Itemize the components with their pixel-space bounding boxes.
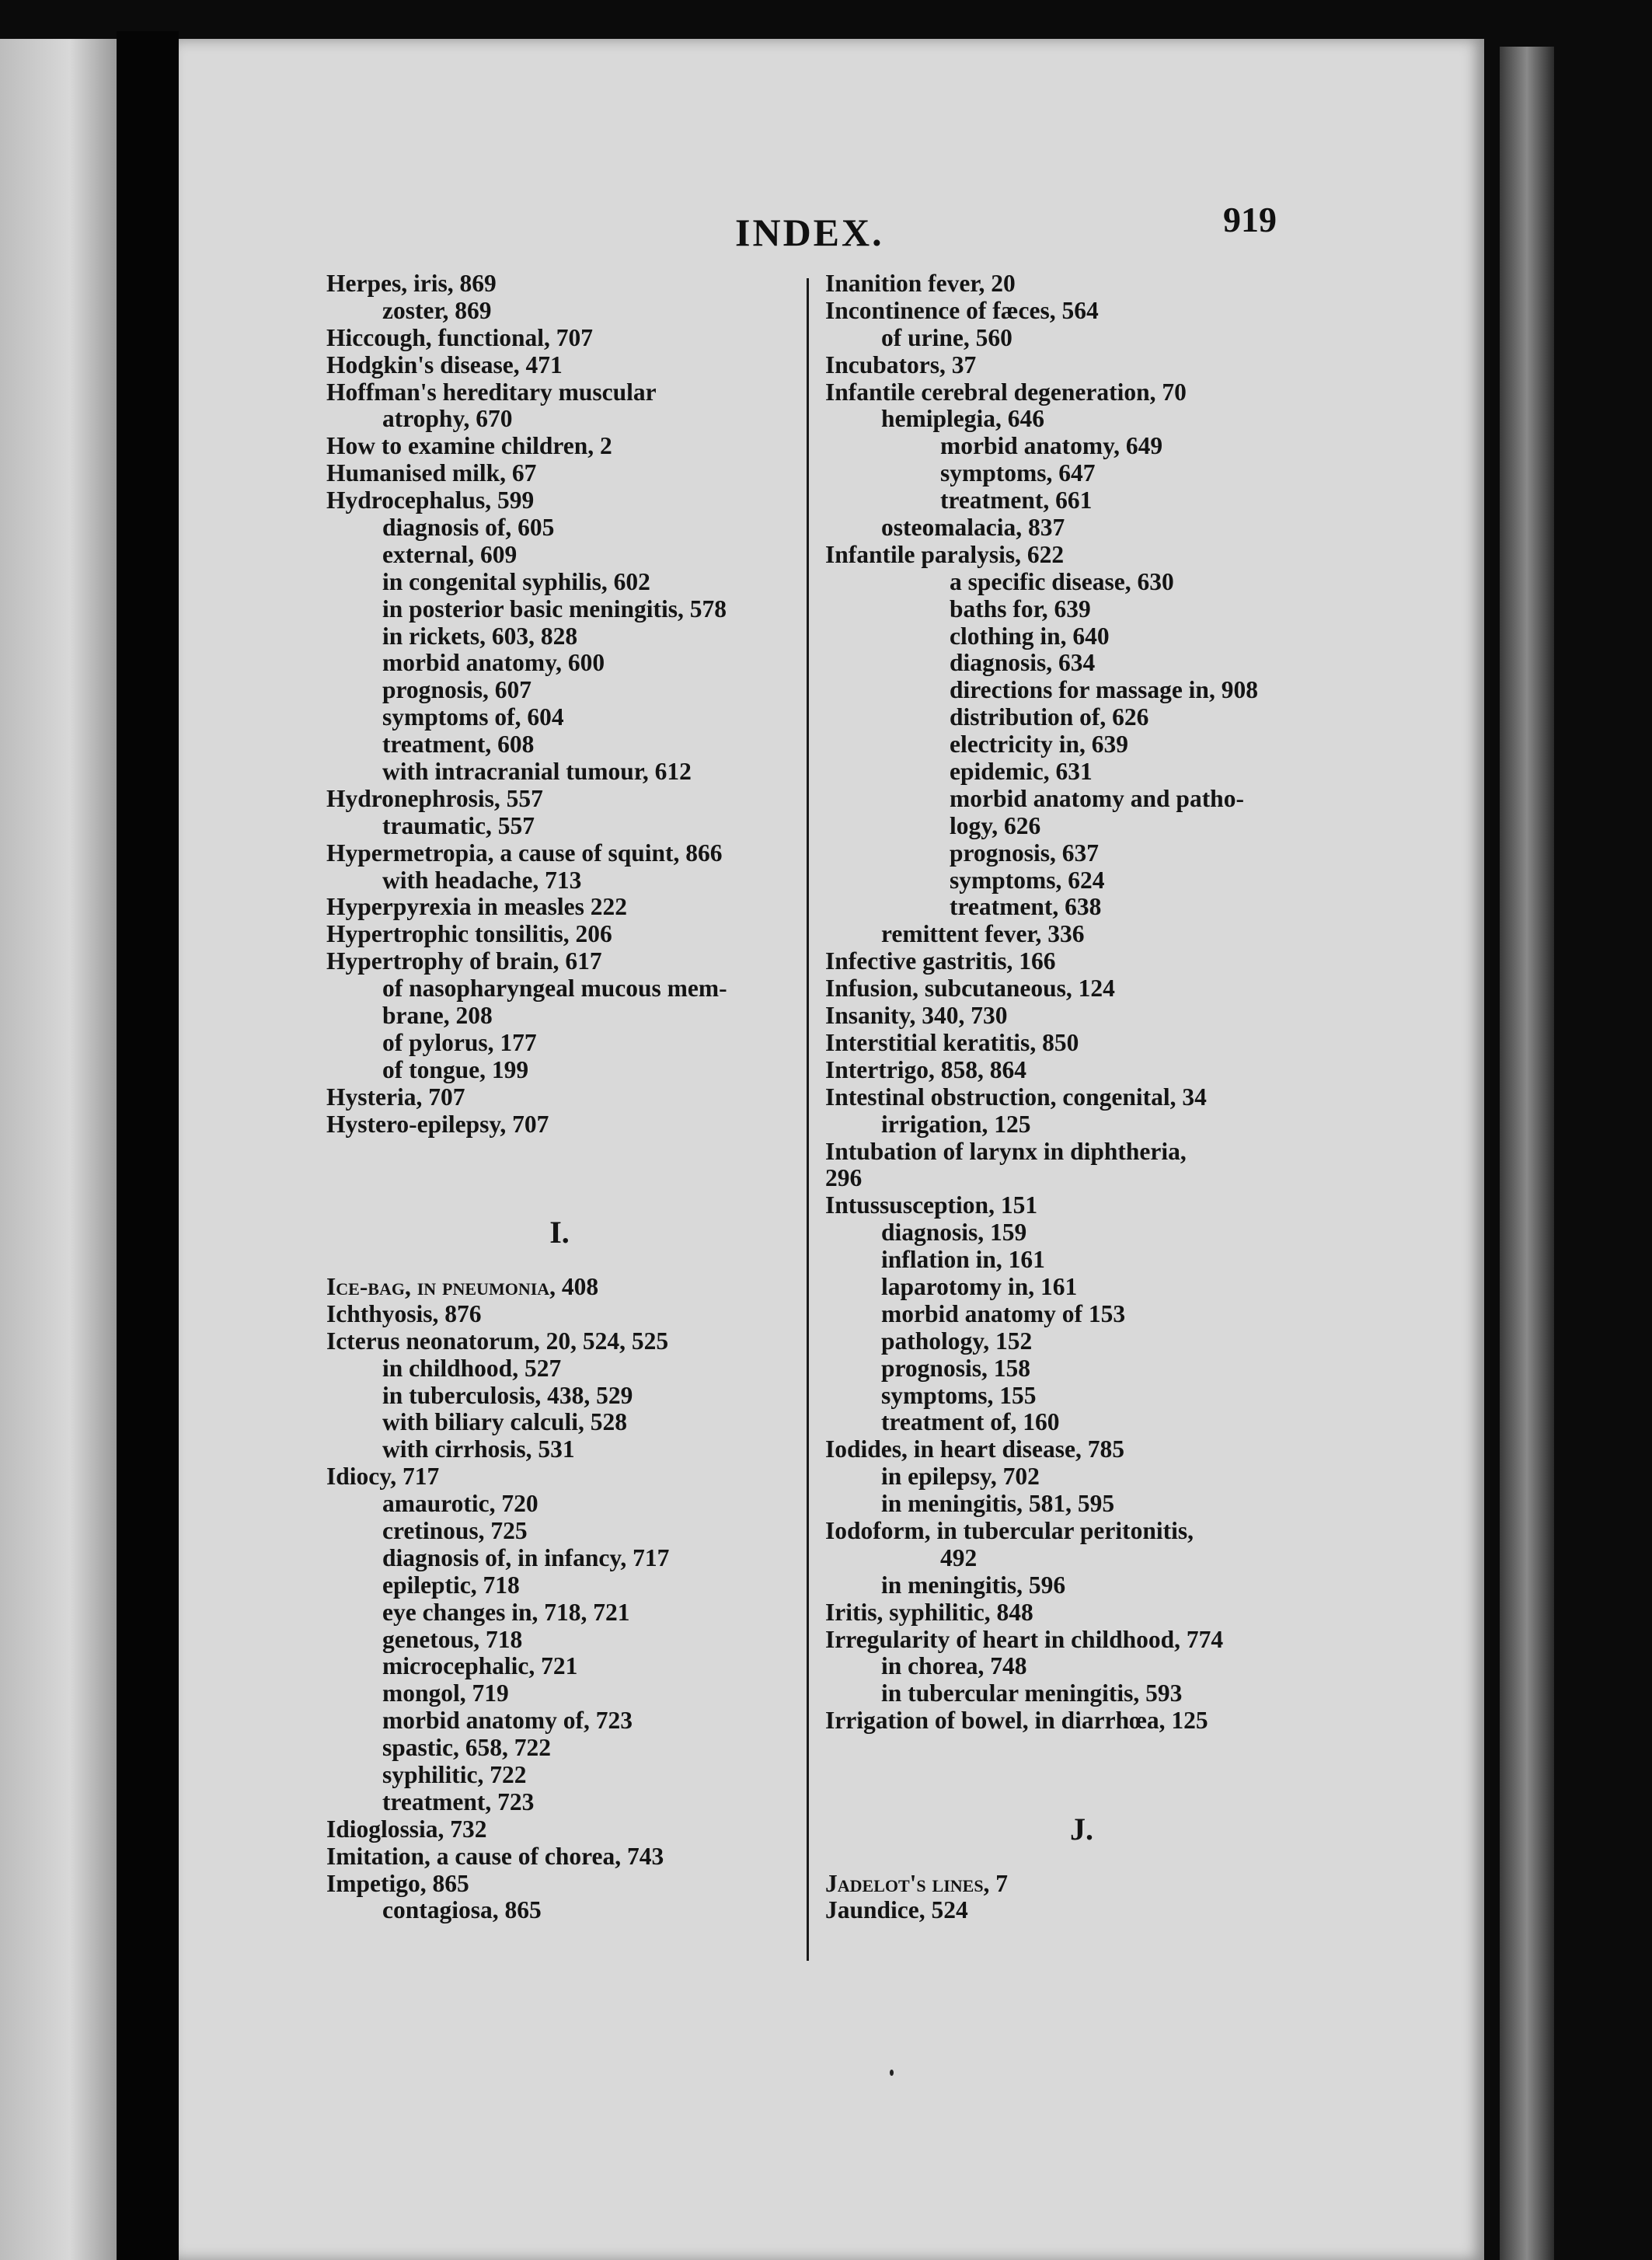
facing-page-edge [0, 39, 117, 2260]
index-subentry: of nasopharyngeal mucous mem- [382, 975, 727, 1003]
index-subentry: external, 609 [382, 540, 518, 568]
book-gutter [117, 31, 179, 2260]
index-column-right [825, 270, 1338, 1924]
index-subentry: brane, 208 [382, 1002, 493, 1030]
index-subentry: symptoms of, 604 [382, 703, 564, 731]
index-subentry: of tongue, 199 [382, 1055, 529, 1083]
index-subentry: cretinous, 725 [382, 1516, 528, 1544]
index-subentry: 492 [940, 1543, 978, 1571]
index-subentry: prognosis, 637 [950, 839, 1099, 867]
index-entry: Irregularity of heart in childhood, 774 [825, 1625, 1224, 1653]
index-entry: Iodoform, in tubercular peritonitis, [825, 1516, 1194, 1544]
index-subentry: in posterior basic meningitis, 578 [382, 595, 727, 623]
index-subentry: hemiplegia, 646 [881, 405, 1044, 433]
index-entry: Idioglossia, 732 [326, 1815, 487, 1843]
index-entry: Inanition fever, 20 [825, 270, 1016, 297]
index-subentry: prognosis, 607 [382, 676, 531, 704]
blank-line [825, 1735, 1338, 1762]
index-subentry: of pylorus, 177 [382, 1028, 537, 1056]
index-subentry: treatment, 638 [950, 893, 1102, 921]
index-subentry: genetous, 718 [382, 1625, 523, 1653]
index-subentry: morbid anatomy, 600 [382, 649, 605, 677]
index-entry: Hydrocephalus, 599 [326, 487, 535, 514]
blank-line [326, 1165, 793, 1192]
index-entry: Hydronephrosis, 557 [326, 784, 543, 812]
index-subentry: diagnosis, 634 [950, 649, 1096, 677]
index-entry: Hypertrophic tonsilitis, 206 [326, 920, 612, 948]
index-column-left [326, 270, 793, 1924]
index-subentry: amaurotic, 720 [382, 1490, 538, 1518]
index-subentry: logy, 626 [950, 811, 1041, 839]
index-subentry: clothing in, 640 [950, 622, 1110, 650]
index-subentry: laparotomy in, 161 [881, 1272, 1078, 1300]
index-entry: Hoffman's hereditary muscular [326, 378, 657, 406]
index-subentry: pathology, 152 [881, 1327, 1033, 1355]
index-subentry: in epilepsy, 702 [881, 1463, 1040, 1491]
index-entry: Intubation of larynx in diphtheria, [825, 1137, 1187, 1165]
index-subentry: morbid anatomy of, 723 [382, 1707, 633, 1735]
index-subentry: in childhood, 527 [382, 1354, 562, 1382]
index-subentry: in tubercular meningitis, 593 [881, 1679, 1183, 1707]
index-subentry: remittent fever, 336 [881, 920, 1085, 948]
index-entry: Intestinal obstruction, congenital, 34 [825, 1083, 1207, 1111]
index-subentry: with biliary calculi, 528 [382, 1408, 627, 1436]
section-letter-heading: J. [1070, 1811, 1093, 1847]
index-entry: Hystero-epilepsy, 707 [326, 1110, 549, 1138]
index-subentry: treatment, 661 [940, 487, 1093, 514]
index-entry: Iritis, syphilitic, 848 [825, 1598, 1033, 1626]
page-stack-edge [1500, 47, 1554, 2260]
index-entry: Intussusception, 151 [825, 1191, 1038, 1219]
index-subentry: electricity in, 639 [950, 731, 1129, 759]
index-subentry: eye changes in, 718, 721 [382, 1598, 630, 1626]
blank-line [326, 1247, 793, 1274]
index-entry: Incontinence of fæces, 564 [825, 296, 1099, 324]
index-subentry: irrigation, 125 [881, 1110, 1031, 1138]
page-title: INDEX. [735, 211, 884, 254]
index-subentry: morbid anatomy and patho- [950, 784, 1244, 812]
index-entry: Jadelot's lines, 7 [825, 1869, 1009, 1897]
index-subentry: treatment of, 160 [881, 1408, 1060, 1436]
ink-speck [890, 2070, 894, 2076]
index-subentry: treatment, 608 [382, 731, 535, 759]
index-subentry: in tuberculosis, 438, 529 [382, 1381, 633, 1409]
index-subentry: inflation in, 161 [881, 1246, 1045, 1274]
index-subentry: zoster, 869 [382, 296, 492, 324]
index-entry: 296 [825, 1164, 863, 1192]
index-subentry: symptoms, 624 [950, 866, 1105, 894]
index-subentry: syphilitic, 722 [382, 1760, 527, 1788]
index-entry: Infusion, subcutaneous, 124 [825, 975, 1115, 1003]
index-entry: Humanised milk, 67 [326, 459, 537, 487]
index-subentry: epidemic, 631 [950, 758, 1093, 786]
index-subentry: in meningitis, 596 [881, 1571, 1066, 1599]
index-subentry: mongol, 719 [382, 1679, 509, 1707]
column-divider [807, 278, 809, 1961]
index-entry: Ice-bag, in pneumonia, 408 [326, 1272, 599, 1300]
index-entry: Ichthyosis, 876 [326, 1299, 482, 1327]
index-entry: Idiocy, 717 [326, 1463, 440, 1491]
index-subentry: morbid anatomy of 153 [881, 1299, 1126, 1327]
index-subentry: in meningitis, 581, 595 [881, 1490, 1115, 1518]
index-entry: Hypermetropia, a cause of squint, 866 [326, 839, 723, 867]
index-entry: Hodgkin's disease, 471 [326, 351, 563, 378]
index-subentry: spastic, 658, 722 [382, 1734, 552, 1762]
index-subentry: diagnosis, 159 [881, 1219, 1027, 1247]
index-subentry: atrophy, 670 [382, 405, 513, 433]
page-number: 919 [1223, 200, 1277, 239]
blank-line [825, 1762, 1338, 1789]
blank-line [326, 1139, 793, 1166]
index-subentry: traumatic, 557 [382, 811, 535, 839]
index-entry: Irrigation of bowel, in diarrhœa, 125 [825, 1707, 1208, 1735]
index-entry: Interstitial keratitis, 850 [825, 1028, 1079, 1056]
index-subentry: directions for massage in, 908 [950, 676, 1258, 704]
index-subentry: with cirrhosis, 531 [382, 1435, 575, 1463]
index-subentry: symptoms, 647 [940, 459, 1096, 487]
index-subentry: diagnosis of, in infancy, 717 [382, 1543, 670, 1571]
index-entry: Hypertrophy of brain, 617 [326, 947, 602, 975]
index-subentry: distribution of, 626 [950, 703, 1149, 731]
index-subentry: a specific disease, 630 [950, 567, 1174, 595]
index-entry: Imitation, a cause of chorea, 743 [326, 1842, 664, 1870]
index-subentry: osteomalacia, 837 [881, 514, 1065, 542]
index-subentry: with intracranial tumour, 612 [382, 758, 692, 786]
index-entry: Infantile paralysis, 622 [825, 540, 1065, 568]
index-entry: Iodides, in heart disease, 785 [825, 1435, 1125, 1463]
index-entry: Incubators, 37 [825, 351, 977, 378]
index-subentry: in rickets, 603, 828 [382, 622, 578, 650]
index-entry: Insanity, 340, 730 [825, 1002, 1008, 1030]
index-subentry: epileptic, 718 [382, 1571, 520, 1599]
index-entry: Icterus neonatorum, 20, 524, 525 [326, 1327, 669, 1355]
index-subentry: symptoms, 155 [881, 1381, 1037, 1409]
blank-line [825, 1843, 1338, 1871]
index-entry: Impetigo, 865 [326, 1869, 469, 1897]
index-subentry: in congenital syphilis, 602 [382, 567, 650, 595]
index-subentry: diagnosis of, 605 [382, 514, 555, 542]
index-subentry: in chorea, 748 [881, 1652, 1027, 1680]
index-subentry: of urine, 560 [881, 323, 1012, 351]
section-letter-heading: I. [549, 1215, 570, 1250]
index-subentry: contagiosa, 865 [382, 1896, 542, 1924]
index-subentry: prognosis, 158 [881, 1354, 1030, 1382]
index-entry: How to examine children, 2 [326, 432, 612, 460]
index-subentry: with headache, 713 [382, 866, 582, 894]
index-entry: Herpes, iris, 869 [326, 270, 497, 297]
index-entry: Intertrigo, 858, 864 [825, 1055, 1026, 1083]
index-entry: Infantile cerebral degeneration, 70 [825, 378, 1187, 406]
index-subentry: treatment, 723 [382, 1787, 535, 1815]
index-subentry: morbid anatomy, 649 [940, 432, 1163, 460]
index-entry: Infective gastritis, 166 [825, 947, 1056, 975]
index-entry: Jaundice, 524 [825, 1896, 968, 1924]
index-subentry: baths for, 639 [950, 595, 1091, 623]
index-entry: Hiccough, functional, 707 [326, 323, 594, 351]
index-entry: Hyperpyrexia in measles 222 [326, 893, 628, 921]
index-subentry: microcephalic, 721 [382, 1652, 578, 1680]
index-entry: Hysteria, 707 [326, 1083, 465, 1111]
